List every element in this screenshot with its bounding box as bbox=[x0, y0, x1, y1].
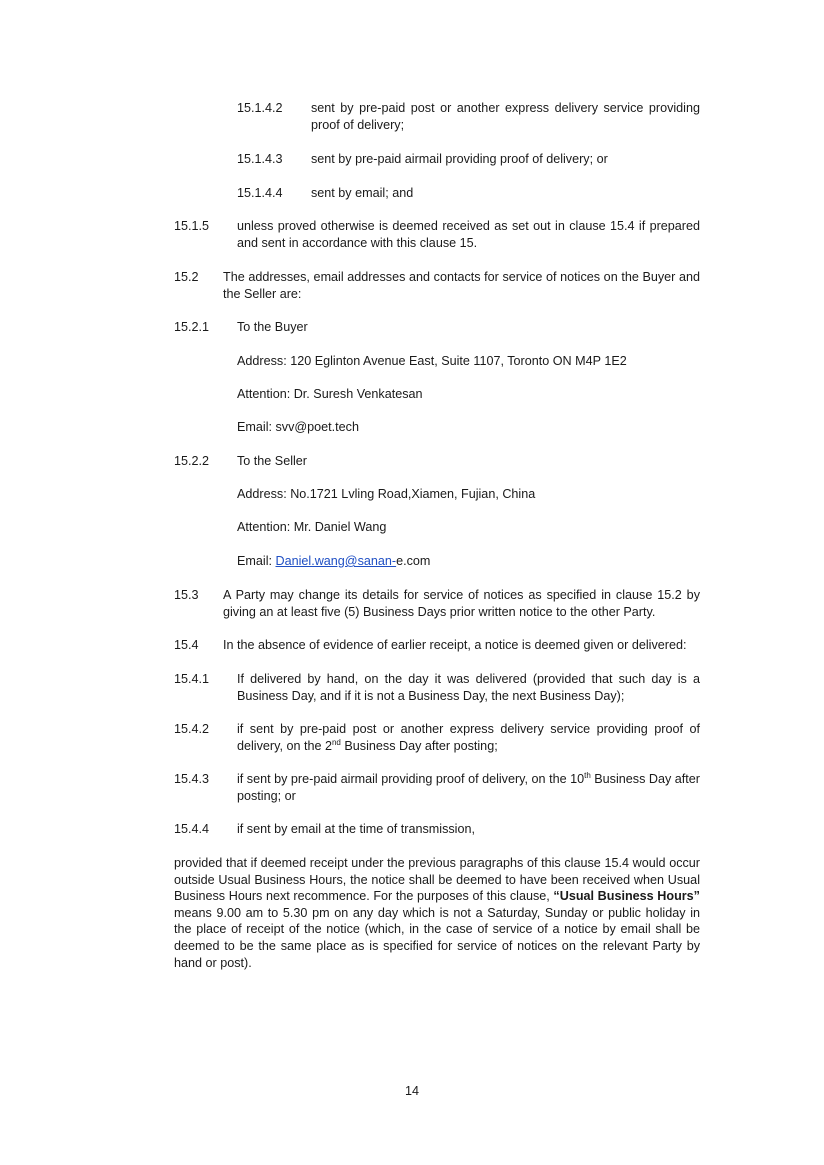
seller-attention: Attention: Mr. Daniel Wang bbox=[237, 520, 387, 534]
clause-number: 15.4.1 bbox=[174, 672, 210, 686]
clause-text: unless proved otherwise is deemed received as set out in clause 15.4 if prepared and sent in accordance with this clause 15. bbox=[237, 219, 700, 250]
buyer-attention: Attention: Dr. Suresh Venkatesan bbox=[237, 387, 423, 401]
clause-number: 15.2.1 bbox=[174, 320, 210, 334]
ordinal-suffix: nd bbox=[331, 737, 341, 747]
seller-email-link[interactable]: Daniel.wang@sanan- bbox=[275, 554, 397, 568]
clause-text: To the Seller bbox=[237, 454, 308, 468]
clause-text: In the absence of evidence of earlier receipt, a notice is deemed given or delivered: bbox=[223, 638, 687, 652]
clause-number: 15.1.5 bbox=[174, 219, 210, 233]
buyer-address: Address: 120 Eglinton Avenue East, Suite 1107, Toronto ON M4P 1E2 bbox=[237, 354, 627, 368]
defined-term: “Usual Business Hours” bbox=[553, 889, 700, 904]
clause-text: If delivered by hand, on the day it was delivered (provided that such day is a Business Day, and if it is not a Business Day, the next Business Day); bbox=[237, 672, 700, 703]
clause-number: 15.1.4.2 bbox=[237, 101, 283, 115]
buyer-email: Email: svv@poet.tech bbox=[237, 420, 359, 434]
clause-number: 15.1.4.3 bbox=[237, 152, 283, 166]
clause-number: 15.4.2 bbox=[174, 722, 210, 736]
clause-text-part: if sent by pre-paid airmail providing proof of delivery, on the 10 bbox=[237, 772, 585, 786]
seller-address: Address: No.1721 Lvling Road,Xiamen, Fujian, China bbox=[237, 487, 536, 501]
ordinal-suffix: th bbox=[584, 770, 591, 780]
clause-number: 15.2 bbox=[174, 270, 199, 284]
page-number: 14 bbox=[404, 1084, 419, 1098]
clause-text: sent by pre-paid post or another express delivery service providing proof of delivery; bbox=[311, 101, 700, 132]
seller-email-label: Email: bbox=[237, 554, 276, 568]
clause-number: 15.4.3 bbox=[174, 772, 210, 786]
proviso-paragraph bbox=[174, 855, 700, 971]
clause-text: The addresses, email addresses and contacts for service of notices on the Buyer and the Seller are: bbox=[223, 270, 700, 301]
clause-text-part: Business Day after posting; or bbox=[237, 772, 700, 803]
seller-email bbox=[237, 553, 430, 570]
clause-text bbox=[237, 721, 700, 754]
clause-text: A Party may change its details for service of notices as specified in clause 15.2 by giving an at least five (5) Business Days prior written notice to the other Party. bbox=[223, 588, 700, 619]
clause-text: sent by pre-paid airmail providing proof of delivery; or bbox=[311, 152, 608, 166]
proviso-text: means 9.00 am to 5.30 pm on any day which is not a Saturday, Sunday or public holiday in the place of receipt of the notice (which, in the case of service of a notice by email shall be deemed to be the same place as is specified for service of notices on the relevant Party by hand or post). bbox=[174, 905, 700, 970]
clause-number: 15.4 bbox=[174, 638, 199, 652]
proviso-text: provided that if deemed receipt under the previous paragraphs of this clause 15.4 would occur outside Usual Business Hours, the notice shall be deemed to have been received when Usual Business Hours next recommence. For the purposes of this clause, bbox=[174, 856, 700, 904]
clause-number: 15.4.4 bbox=[174, 822, 210, 836]
clause-number: 15.3 bbox=[174, 588, 199, 602]
clause-text-part: Business Day after posting; bbox=[340, 738, 498, 753]
seller-email-rest: e.com bbox=[396, 554, 431, 568]
clause-number: 15.2.2 bbox=[174, 454, 210, 468]
clause-text: To the Buyer bbox=[237, 320, 308, 334]
clause-text: sent by email; and bbox=[311, 186, 414, 200]
clause-text-part: if sent by pre-paid post or another express delivery service providing proof of delivery, on the 2 bbox=[237, 722, 700, 753]
clause-text: if sent by email at the time of transmission, bbox=[237, 822, 475, 836]
clause-text bbox=[237, 771, 700, 804]
clause-number: 15.1.4.4 bbox=[237, 186, 283, 200]
